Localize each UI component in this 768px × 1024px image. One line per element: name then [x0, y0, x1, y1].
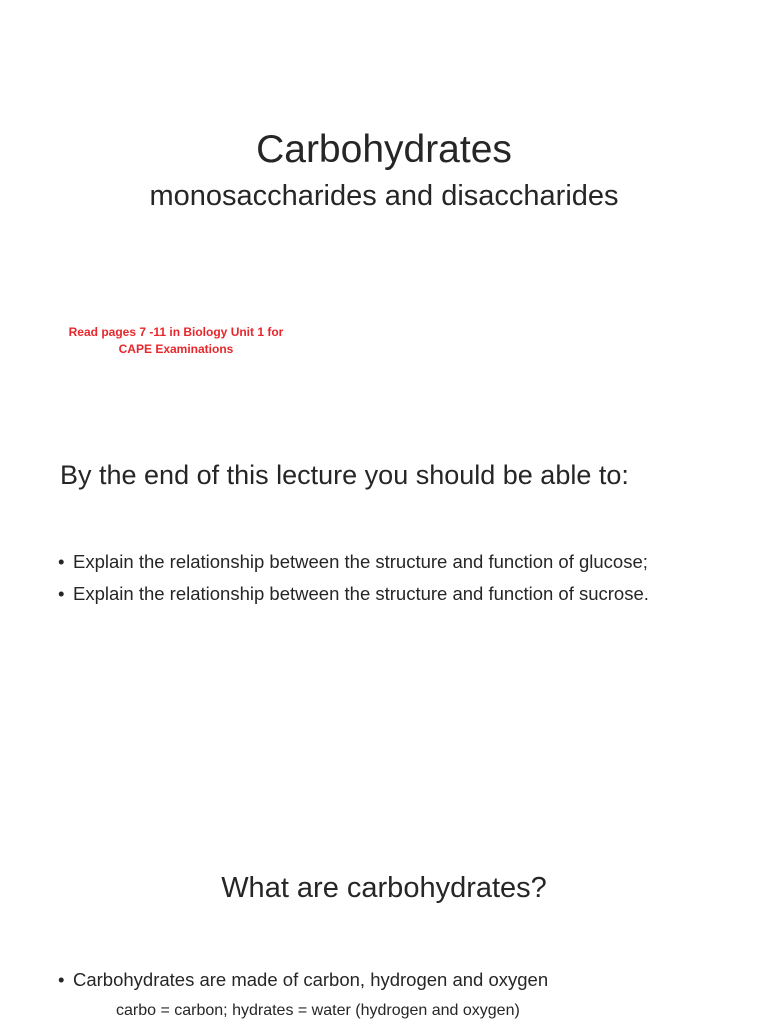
objective-text: Explain the relationship between the structure and function of sucrose. — [73, 583, 649, 604]
definition-title: What are carbohydrates? — [221, 872, 547, 904]
reading-assignment-note — [60, 324, 292, 358]
slide-objectives — [0, 420, 768, 840]
objective-text: Explain the relationship between the structure and function of glucose; — [73, 551, 648, 572]
reading-note-line-2: CAPE Examinations — [118, 342, 234, 356]
objective-item — [58, 550, 709, 574]
objectives-list — [58, 550, 709, 614]
slide-definition — [0, 840, 768, 1024]
bullet-icon: • — [58, 969, 65, 990]
slide-title — [0, 0, 768, 420]
reading-note-line-1: Read pages 7 -11 in Biology Unit 1 for — [68, 325, 284, 339]
bullet-icon: • — [58, 551, 65, 572]
etymology-note: carbo = carbon; hydrates = water (hydrogen and oxygen) — [116, 1002, 520, 1019]
objective-item — [58, 582, 709, 606]
definition-bullet — [58, 968, 548, 992]
slide-subtitle: monosaccharides and disaccharides — [149, 180, 619, 212]
objectives-heading: By the end of this lecture you should be able to: — [60, 460, 629, 490]
slide-main-title: Carbohydrates — [256, 128, 512, 171]
definition-text: Carbohydrates are made of carbon, hydrogen and oxygen — [73, 969, 549, 990]
bullet-icon: • — [58, 583, 65, 604]
